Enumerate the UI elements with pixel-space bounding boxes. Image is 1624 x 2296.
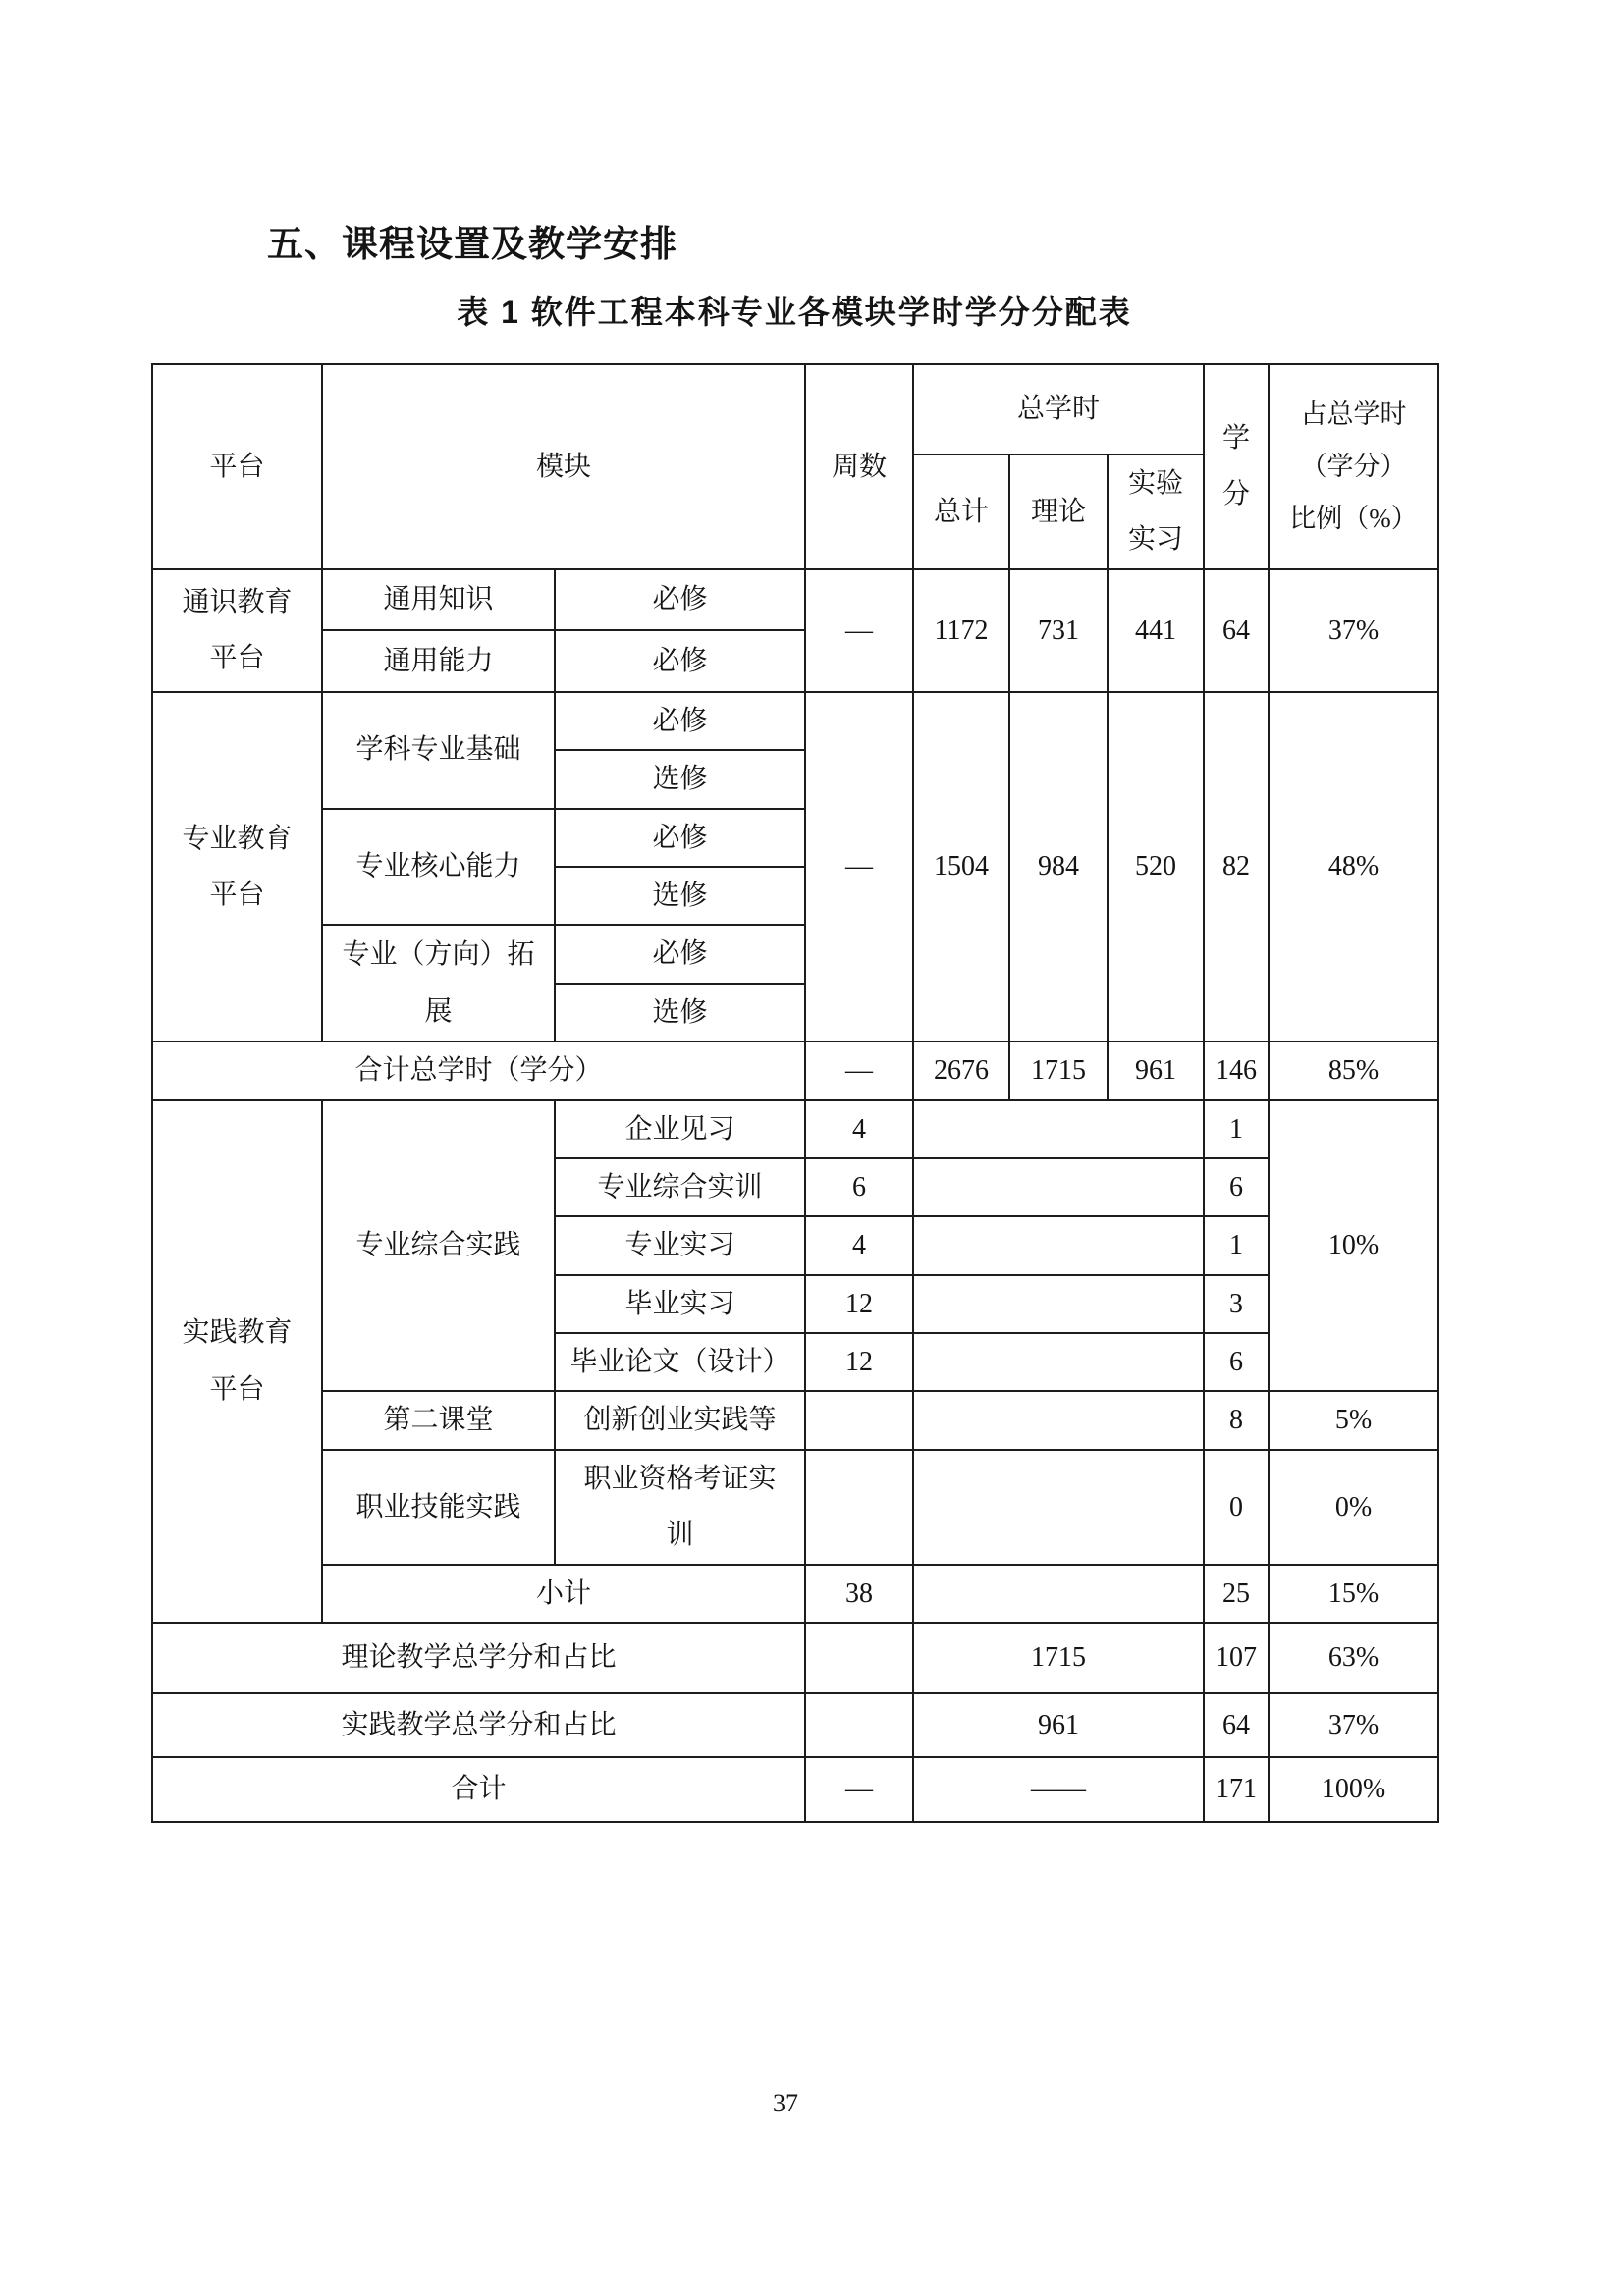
section-heading: 五、课程设置及教学安排 (267, 224, 677, 264)
cell-summary-practice-hours: 961 (913, 1693, 1204, 1757)
cell-practice-item-0-hours (913, 1100, 1204, 1158)
cell-summary-total-label: 合计 (152, 1757, 805, 1822)
header-sub-experiment: 实验实习 (1108, 454, 1204, 569)
cell-practice-subtotal-ratio: 15% (1269, 1565, 1438, 1623)
cell-subtotal-hours-theory: 1715 (1009, 1041, 1108, 1099)
cell-professional-hours-total: 1504 (913, 692, 1009, 1041)
cell-second-class-module: 创新创业实践等 (555, 1391, 805, 1449)
cell-summary-theory-weeks (805, 1623, 913, 1693)
cell-professional-type-0-0: 必修 (555, 692, 805, 750)
cell-practice-item-3-weeks: 12 (805, 1275, 913, 1333)
cell-practice-item-2-weeks: 4 (805, 1216, 913, 1274)
cell-general-hours-theory: 731 (1009, 569, 1108, 692)
cell-professional-group-2: 专业（方向）拓展 (322, 925, 555, 1041)
cell-professional-hours-practice: 520 (1108, 692, 1204, 1041)
cell-subtotal-credits: 146 (1204, 1041, 1269, 1099)
cell-summary-theory-hours: 1715 (913, 1623, 1204, 1693)
cell-practice-item-4-weeks: 12 (805, 1333, 913, 1391)
cell-general-ratio: 37% (1269, 569, 1438, 692)
cell-general-weeks: — (805, 569, 913, 692)
header-module: 模块 (322, 364, 805, 569)
cell-practice-item-3: 毕业实习 (555, 1275, 805, 1333)
cell-summary-total-ratio: 100% (1269, 1757, 1438, 1822)
cell-subtotal-ratio: 85% (1269, 1041, 1438, 1099)
cell-vocational-ratio: 0% (1269, 1450, 1438, 1565)
cell-professional-type-2-1: 选修 (555, 984, 805, 1041)
cell-vocational-credits: 0 (1204, 1450, 1269, 1565)
cell-second-class-weeks (805, 1391, 913, 1449)
cell-practice-comprehensive-ratio: 10% (1269, 1100, 1438, 1392)
cell-professional-type-1-1: 选修 (555, 867, 805, 925)
cell-practice-item-0-weeks: 4 (805, 1100, 913, 1158)
cell-practice-item-0: 企业见习 (555, 1100, 805, 1158)
cell-vocational-module: 职业资格考证实训 (555, 1450, 805, 1565)
cell-vocational-hours (913, 1450, 1204, 1565)
cell-summary-theory-credits: 107 (1204, 1623, 1269, 1693)
cell-vocational-name: 职业技能实践 (322, 1450, 555, 1565)
cell-summary-practice-ratio: 37% (1269, 1693, 1438, 1757)
cell-subtotal-weeks: — (805, 1041, 913, 1099)
header-platform: 平台 (152, 364, 322, 569)
cell-second-class-name: 第二课堂 (322, 1391, 555, 1449)
cell-practice-subtotal-weeks: 38 (805, 1565, 913, 1623)
cell-general-module-1: 通用能力 (322, 630, 555, 692)
header-credits: 学分 (1204, 364, 1269, 569)
cell-general-type-0: 必修 (555, 569, 805, 630)
cell-practice-item-2: 专业实习 (555, 1216, 805, 1274)
cell-professional-weeks: — (805, 692, 913, 1041)
cell-general-type-1: 必修 (555, 630, 805, 692)
cell-practice-subtotal-label: 小计 (322, 1565, 805, 1623)
cell-second-class-credits: 8 (1204, 1391, 1269, 1449)
cell-professional-group-0: 学科专业基础 (322, 692, 555, 809)
cell-general-hours-total: 1172 (913, 569, 1009, 692)
cell-summary-theory-ratio: 63% (1269, 1623, 1438, 1693)
header-ratio: 占总学时（学分）比例（%） (1269, 364, 1438, 569)
cell-summary-total-credits: 171 (1204, 1757, 1269, 1822)
cell-subtotal-label: 合计总学时（学分） (152, 1041, 805, 1099)
cell-practice-item-2-hours (913, 1216, 1204, 1274)
cell-practice-item-2-credits: 1 (1204, 1216, 1269, 1274)
cell-general-hours-practice: 441 (1108, 569, 1204, 692)
cell-vocational-weeks (805, 1450, 913, 1565)
cell-professional-credits: 82 (1204, 692, 1269, 1041)
cell-practice-item-1-hours (913, 1158, 1204, 1216)
cell-practice-item-1-credits: 6 (1204, 1158, 1269, 1216)
cell-subtotal-hours-practice: 961 (1108, 1041, 1204, 1099)
cell-professional-hours-theory: 984 (1009, 692, 1108, 1041)
cell-practice-item-4: 毕业论文（设计） (555, 1333, 805, 1391)
cell-professional-group-1: 专业核心能力 (322, 809, 555, 926)
header-weeks: 周数 (805, 364, 913, 569)
cell-second-class-hours (913, 1391, 1204, 1449)
cell-practice-item-1: 专业综合实训 (555, 1158, 805, 1216)
header-total-hours-group: 总学时 (913, 364, 1204, 454)
cell-summary-practice-credits: 64 (1204, 1693, 1269, 1757)
cell-practice-subtotal-hours (913, 1565, 1204, 1623)
cell-practice-item-3-hours (913, 1275, 1204, 1333)
page-number: 37 (773, 2089, 798, 2117)
cell-summary-practice-label: 实践教学总学分和占比 (152, 1693, 805, 1757)
cell-second-class-ratio: 5% (1269, 1391, 1438, 1449)
header-sub-total: 总计 (913, 454, 1009, 569)
cell-practice-item-3-credits: 3 (1204, 1275, 1269, 1333)
cell-professional-ratio: 48% (1269, 692, 1438, 1041)
cell-general-module-0: 通用知识 (322, 569, 555, 630)
table-caption: 表 1 软件工程本科专业各模块学时学分分配表 (457, 294, 1132, 330)
cell-practice-item-1-weeks: 6 (805, 1158, 913, 1216)
cell-practice-platform: 实践教育平台 (152, 1100, 322, 1624)
cell-summary-total-hours: —— (913, 1757, 1204, 1822)
cell-summary-total-weeks: — (805, 1757, 913, 1822)
cell-summary-theory-label: 理论教学总学分和占比 (152, 1623, 805, 1693)
cell-practice-item-4-hours (913, 1333, 1204, 1391)
cell-professional-type-2-0: 必修 (555, 925, 805, 983)
cell-general-credits: 64 (1204, 569, 1269, 692)
cell-practice-subtotal-credits: 25 (1204, 1565, 1269, 1623)
cell-practice-item-0-credits: 1 (1204, 1100, 1269, 1158)
cell-general-platform: 通识教育平台 (152, 569, 322, 692)
cell-practice-item-4-credits: 6 (1204, 1333, 1269, 1391)
cell-professional-platform: 专业教育平台 (152, 692, 322, 1041)
cell-subtotal-hours-total: 2676 (913, 1041, 1009, 1099)
cell-professional-type-1-0: 必修 (555, 809, 805, 867)
cell-summary-practice-weeks (805, 1693, 913, 1757)
header-sub-theory: 理论 (1009, 454, 1108, 569)
cell-practice-comprehensive: 专业综合实践 (322, 1100, 555, 1392)
cell-professional-type-0-1: 选修 (555, 750, 805, 808)
curriculum-table (151, 363, 1439, 1823)
